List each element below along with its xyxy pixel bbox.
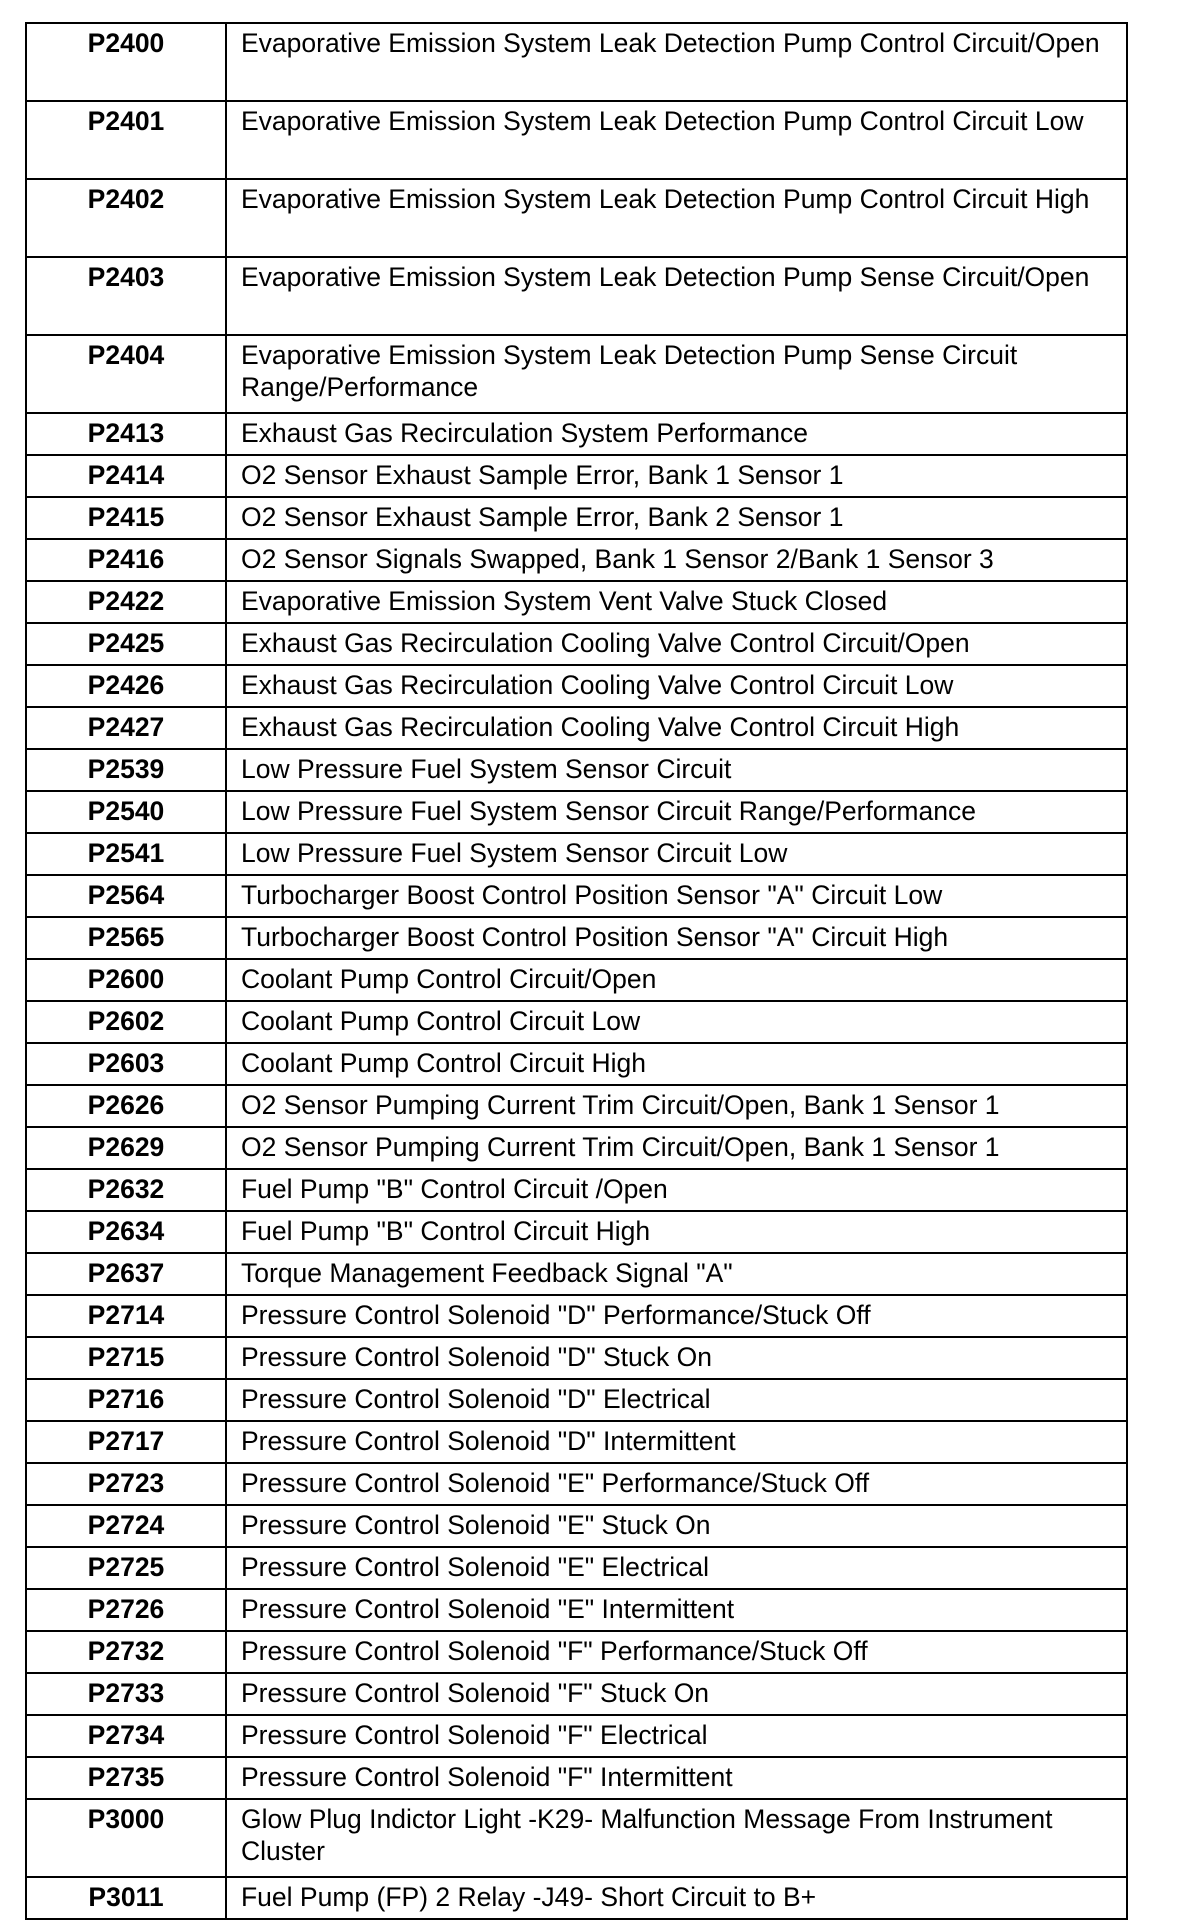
dtc-code-cell: P2402 bbox=[26, 179, 226, 257]
dtc-code-cell: P3000 bbox=[26, 1799, 226, 1877]
dtc-code-cell: P2401 bbox=[26, 101, 226, 179]
dtc-description-cell: Coolant Pump Control Circuit/Open bbox=[226, 959, 1127, 1001]
table-row bbox=[26, 959, 1127, 1001]
dtc-code-cell: P2629 bbox=[26, 1127, 226, 1169]
dtc-description-cell: Low Pressure Fuel System Sensor Circuit Range/Performance bbox=[226, 791, 1127, 833]
table-row bbox=[26, 1547, 1127, 1589]
dtc-description-cell: Evaporative Emission System Leak Detection Pump Sense Circuit/Open bbox=[226, 257, 1127, 335]
dtc-code-cell: P2540 bbox=[26, 791, 226, 833]
dtc-description-cell: Coolant Pump Control Circuit Low bbox=[226, 1001, 1127, 1043]
dtc-code-cell: P2427 bbox=[26, 707, 226, 749]
dtc-description-cell: Turbocharger Boost Control Position Sensor "A" Circuit Low bbox=[226, 875, 1127, 917]
dtc-description-cell: Low Pressure Fuel System Sensor Circuit bbox=[226, 749, 1127, 791]
dtc-description-cell: Exhaust Gas Recirculation Cooling Valve Control Circuit High bbox=[226, 707, 1127, 749]
dtc-description-cell: O2 Sensor Signals Swapped, Bank 1 Sensor 2/Bank 1 Sensor 3 bbox=[226, 539, 1127, 581]
dtc-code-cell: P2414 bbox=[26, 455, 226, 497]
table-row bbox=[26, 257, 1127, 335]
dtc-code-cell: P2603 bbox=[26, 1043, 226, 1085]
dtc-description-cell: Low Pressure Fuel System Sensor Circuit Low bbox=[226, 833, 1127, 875]
table-row bbox=[26, 917, 1127, 959]
table-row bbox=[26, 1211, 1127, 1253]
dtc-description-cell: Pressure Control Solenoid "F" Performance/Stuck Off bbox=[226, 1631, 1127, 1673]
dtc-table-body bbox=[26, 23, 1127, 1919]
dtc-code-cell: P2600 bbox=[26, 959, 226, 1001]
dtc-description-cell: Exhaust Gas Recirculation System Performance bbox=[226, 413, 1127, 455]
table-row bbox=[26, 1379, 1127, 1421]
table-row bbox=[26, 1589, 1127, 1631]
dtc-table bbox=[25, 22, 1128, 1920]
dtc-code-cell: P2422 bbox=[26, 581, 226, 623]
dtc-code-cell: P2733 bbox=[26, 1673, 226, 1715]
table-row bbox=[26, 539, 1127, 581]
dtc-code-cell: P2425 bbox=[26, 623, 226, 665]
dtc-description-cell: Evaporative Emission System Leak Detection Pump Sense Circuit Range/Performance bbox=[226, 335, 1127, 413]
dtc-description-cell: Pressure Control Solenoid "D" Stuck On bbox=[226, 1337, 1127, 1379]
table-row bbox=[26, 1757, 1127, 1799]
dtc-code-cell: P2413 bbox=[26, 413, 226, 455]
table-row bbox=[26, 1673, 1127, 1715]
table-row bbox=[26, 1631, 1127, 1673]
dtc-description-cell: Exhaust Gas Recirculation Cooling Valve Control Circuit Low bbox=[226, 665, 1127, 707]
dtc-description-cell: Pressure Control Solenoid "E" Stuck On bbox=[226, 1505, 1127, 1547]
dtc-description-cell: Glow Plug Indictor Light -K29- Malfunction Message From Instrument Cluster bbox=[226, 1799, 1127, 1877]
dtc-description-cell: Pressure Control Solenoid "F" Stuck On bbox=[226, 1673, 1127, 1715]
dtc-code-cell: P2564 bbox=[26, 875, 226, 917]
dtc-code-cell: P2726 bbox=[26, 1589, 226, 1631]
dtc-code-cell: P2717 bbox=[26, 1421, 226, 1463]
dtc-code-cell: P2426 bbox=[26, 665, 226, 707]
dtc-code-cell: P2602 bbox=[26, 1001, 226, 1043]
dtc-description-cell: Exhaust Gas Recirculation Cooling Valve Control Circuit/Open bbox=[226, 623, 1127, 665]
dtc-description-cell: Evaporative Emission System Leak Detection Pump Control Circuit Low bbox=[226, 101, 1127, 179]
dtc-code-cell: P2565 bbox=[26, 917, 226, 959]
dtc-code-cell: P2539 bbox=[26, 749, 226, 791]
table-row bbox=[26, 1799, 1127, 1877]
table-row bbox=[26, 1295, 1127, 1337]
dtc-code-cell: P2714 bbox=[26, 1295, 226, 1337]
dtc-code-cell: P2626 bbox=[26, 1085, 226, 1127]
table-row bbox=[26, 1421, 1127, 1463]
table-row bbox=[26, 23, 1127, 101]
dtc-code-cell: P2400 bbox=[26, 23, 226, 101]
dtc-description-cell: O2 Sensor Exhaust Sample Error, Bank 2 Sensor 1 bbox=[226, 497, 1127, 539]
dtc-code-cell: P2734 bbox=[26, 1715, 226, 1757]
dtc-description-cell: Turbocharger Boost Control Position Sensor "A" Circuit High bbox=[226, 917, 1127, 959]
table-row bbox=[26, 1169, 1127, 1211]
dtc-description-cell: Pressure Control Solenoid "D" Performance/Stuck Off bbox=[226, 1295, 1127, 1337]
table-row bbox=[26, 1253, 1127, 1295]
dtc-code-cell: P2723 bbox=[26, 1463, 226, 1505]
table-row bbox=[26, 1877, 1127, 1919]
dtc-code-cell: P2732 bbox=[26, 1631, 226, 1673]
table-row bbox=[26, 665, 1127, 707]
table-row bbox=[26, 875, 1127, 917]
dtc-description-cell: Fuel Pump "B" Control Circuit High bbox=[226, 1211, 1127, 1253]
dtc-description-cell: Evaporative Emission System Leak Detection Pump Control Circuit High bbox=[226, 179, 1127, 257]
table-row bbox=[26, 179, 1127, 257]
dtc-code-cell: P2724 bbox=[26, 1505, 226, 1547]
table-row bbox=[26, 1505, 1127, 1547]
table-row bbox=[26, 749, 1127, 791]
table-row bbox=[26, 1085, 1127, 1127]
dtc-description-cell: O2 Sensor Pumping Current Trim Circuit/Open, Bank 1 Sensor 1 bbox=[226, 1085, 1127, 1127]
table-row bbox=[26, 101, 1127, 179]
table-row bbox=[26, 791, 1127, 833]
dtc-code-cell: P2415 bbox=[26, 497, 226, 539]
table-row bbox=[26, 581, 1127, 623]
dtc-description-cell: Torque Management Feedback Signal "A" bbox=[226, 1253, 1127, 1295]
dtc-code-cell: P2634 bbox=[26, 1211, 226, 1253]
dtc-description-cell: Pressure Control Solenoid "E" Electrical bbox=[226, 1547, 1127, 1589]
dtc-code-cell: P3011 bbox=[26, 1877, 226, 1919]
dtc-code-cell: P2637 bbox=[26, 1253, 226, 1295]
table-row bbox=[26, 1715, 1127, 1757]
dtc-code-cell: P2725 bbox=[26, 1547, 226, 1589]
dtc-code-cell: P2632 bbox=[26, 1169, 226, 1211]
table-row bbox=[26, 833, 1127, 875]
table-row bbox=[26, 413, 1127, 455]
table-row bbox=[26, 1043, 1127, 1085]
dtc-code-cell: P2404 bbox=[26, 335, 226, 413]
dtc-code-cell: P2735 bbox=[26, 1757, 226, 1799]
table-row bbox=[26, 1337, 1127, 1379]
dtc-description-cell: Pressure Control Solenoid "D" Intermittent bbox=[226, 1421, 1127, 1463]
dtc-description-cell: Evaporative Emission System Leak Detection Pump Control Circuit/Open bbox=[226, 23, 1127, 101]
table-row bbox=[26, 1127, 1127, 1169]
table-row bbox=[26, 1001, 1127, 1043]
dtc-description-cell: Pressure Control Solenoid "E" Intermittent bbox=[226, 1589, 1127, 1631]
table-row bbox=[26, 1463, 1127, 1505]
table-row bbox=[26, 497, 1127, 539]
dtc-description-cell: Fuel Pump (FP) 2 Relay -J49- Short Circuit to B+ bbox=[226, 1877, 1127, 1919]
dtc-description-cell: Pressure Control Solenoid "F" Electrical bbox=[226, 1715, 1127, 1757]
table-row bbox=[26, 455, 1127, 497]
dtc-description-cell: Pressure Control Solenoid "E" Performance/Stuck Off bbox=[226, 1463, 1127, 1505]
dtc-code-cell: P2403 bbox=[26, 257, 226, 335]
dtc-description-cell: Evaporative Emission System Vent Valve Stuck Closed bbox=[226, 581, 1127, 623]
table-row bbox=[26, 623, 1127, 665]
dtc-code-cell: P2416 bbox=[26, 539, 226, 581]
table-row bbox=[26, 335, 1127, 413]
table-row bbox=[26, 707, 1127, 749]
dtc-description-cell: Fuel Pump "B" Control Circuit /Open bbox=[226, 1169, 1127, 1211]
dtc-code-cell: P2716 bbox=[26, 1379, 226, 1421]
dtc-code-cell: P2715 bbox=[26, 1337, 226, 1379]
dtc-description-cell: O2 Sensor Pumping Current Trim Circuit/Open, Bank 1 Sensor 1 bbox=[226, 1127, 1127, 1169]
dtc-code-cell: P2541 bbox=[26, 833, 226, 875]
dtc-description-cell: Coolant Pump Control Circuit High bbox=[226, 1043, 1127, 1085]
dtc-description-cell: Pressure Control Solenoid "F" Intermittent bbox=[226, 1757, 1127, 1799]
dtc-description-cell: O2 Sensor Exhaust Sample Error, Bank 1 Sensor 1 bbox=[226, 455, 1127, 497]
dtc-description-cell: Pressure Control Solenoid "D" Electrical bbox=[226, 1379, 1127, 1421]
